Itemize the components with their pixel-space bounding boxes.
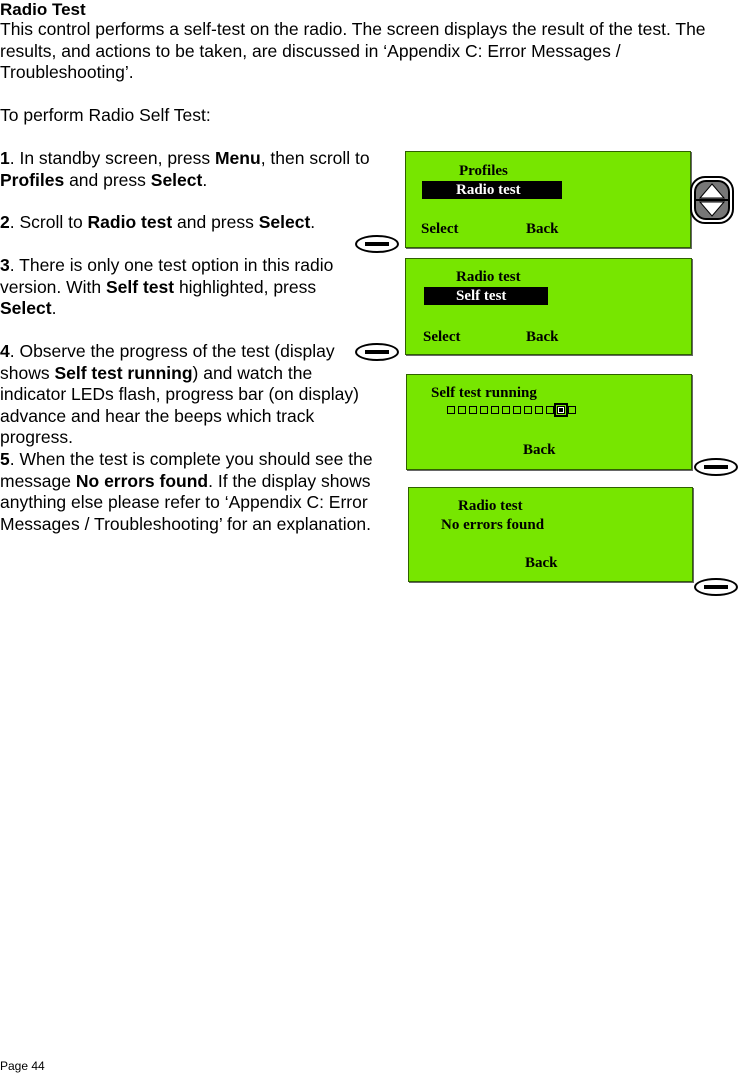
highlighted-menu-item: Radio test	[422, 181, 562, 199]
soft-key-button-icon[interactable]	[694, 458, 738, 476]
step-5: 5. When the test is complete you should see the message No errors found. If the display shows anything else please refer to ‘Appendix C: Error Messages / Troubleshooting’ for an explanation.	[0, 449, 373, 534]
progress-cell	[524, 406, 532, 414]
intro-paragraph: This control performs a self-test on the radio. The screen displays the result of the test. The results, and actions to be taken, are discussed in ‘Appendix C: Error Messages / Troubleshooting’.	[0, 19, 706, 82]
progress-cell	[491, 406, 499, 414]
scroll-up-down-key-icon[interactable]	[690, 176, 734, 224]
highlighted-menu-item: Self test	[424, 287, 548, 305]
screen-title: Self test running	[431, 385, 537, 401]
step-3: 3. There is only one test option in this radio version. With Self test highlighted, press Select.	[0, 255, 334, 318]
result-message: No errors found	[441, 517, 545, 533]
progress-cell	[568, 406, 576, 414]
softkey-right-label: Back	[523, 442, 556, 458]
softkey-left-label: Select	[421, 221, 459, 237]
screen-title: Radio test	[458, 498, 523, 514]
page-number: Page 44	[0, 1059, 45, 1073]
lcd-screen-profiles	[405, 151, 691, 248]
progress-cell	[535, 406, 543, 414]
step-4: 4. Observe the progress of the test (display shows Self test running) and watch the indicator LEDs flash, progress bar (on display) advance and hear the beeps which track progress.	[0, 341, 359, 447]
section-title: Radio Test	[0, 0, 86, 19]
lcd-screen-radio-test	[405, 258, 692, 355]
lcd-screen-no-errors	[408, 487, 693, 582]
softkey-right-label: Back	[525, 555, 558, 571]
progress-cell	[513, 406, 521, 414]
step-2: 2. Scroll to Radio test and press Select.	[0, 212, 316, 232]
step-1: 1. In standby screen, press Menu, then scroll to Profiles and press Select.	[0, 148, 370, 190]
softkey-right-label: Back	[526, 329, 559, 345]
lcd-screen-self-test-running	[406, 374, 692, 470]
progress-cell	[480, 406, 488, 414]
progress-cell	[546, 406, 554, 414]
progress-cell	[447, 406, 455, 414]
howto-line: To perform Radio Self Test:	[0, 105, 211, 125]
progress-cell	[469, 406, 477, 414]
progress-cell	[502, 406, 510, 414]
progress-cell	[458, 406, 466, 414]
screen-title: Radio test	[456, 269, 521, 285]
softkey-left-label: Select	[423, 329, 461, 345]
soft-key-button-icon[interactable]	[355, 343, 399, 361]
progress-cell	[557, 406, 565, 414]
screen-title: Profiles	[459, 163, 508, 179]
soft-key-button-icon[interactable]	[694, 578, 738, 596]
progress-bar	[447, 406, 576, 414]
softkey-right-label: Back	[526, 221, 559, 237]
soft-key-button-icon[interactable]	[355, 235, 399, 253]
